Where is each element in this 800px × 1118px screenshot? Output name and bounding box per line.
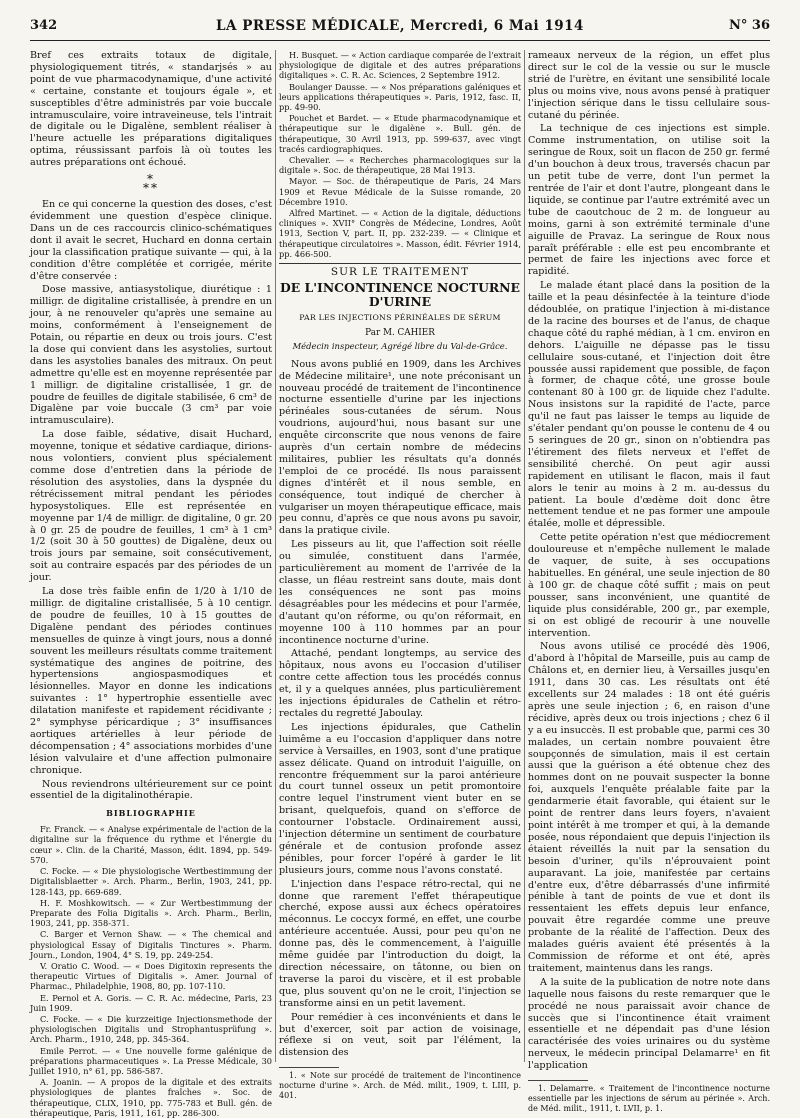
section-break-asterisms: * ** bbox=[143, 172, 159, 196]
reference: E. Pernol et A. Goris. — C. R. Ac. médecine, Paris, 23 Juin 1909. bbox=[30, 992, 272, 1013]
column-divider bbox=[275, 50, 276, 1062]
paragraph: Attaché, pendant longtemps, au service des hôpitaux, nous avons eu l'occasion d'utiliser contre cette affection tous les procédés connus et, il y a quelques années, plus particulièrement les injections épidurales de Cathelin et rétro-rectales du regretté Jaboulay. bbox=[279, 648, 521, 719]
reference: Emile Perrot. — « Une nouvelle forme galénique de préparations pharmaceutiques ». La Presse Médicale, 30 Juillet 1910, n° 61, pp. 586-587. bbox=[30, 1045, 272, 1076]
reference: Fr. Franck. — « Analyse expérimentale de l'action de la digitaline sur la fréquence du rythme et l'énergie du cœur ». Clin. de la Charité, Masson, édit. 1894, pp. 549-570. bbox=[30, 824, 272, 865]
reference: Chevalier. — « Recherches pharmacologiques sur la digitale ». Soc. de thérapeutique, 28 Mai 1913. bbox=[279, 155, 521, 176]
paragraph: Bref ces extraits totaux de digitale, physiologiquement titrés, « standarjsés » au point de vue pharmacodynamique, d'une activité « certaine, constante et toujours égale », et susceptibles d'être administrés par voie buccale intramusculaire, voire intraveineuse, tels l'intrait de digitale ou le Digalène, semblent réaliser à l'heure actuelle les préparations digitaliques optima, réussissant parfois là où toutes les autres préparations ont échoué. bbox=[30, 50, 272, 169]
article-kicker: SUR LE TRAITEMENT bbox=[330, 266, 470, 279]
reference: V. Oratio C. Wood. — « Does Digitoxin represents the therapeutic Virtues of Digitalis ». Amer. Journal of Pharmac., Philadelphie, 1908, 80, pp. 107-110. bbox=[30, 960, 272, 992]
reference: Boulanger Dausse. — « Nos préparations galéniques et leurs applications thérapeutiques ». Paris, 1912, fasc. II, pp. 49-90. bbox=[279, 81, 521, 113]
paragraph: Nous avons utilisé ce procédé dès 1906, d'abord à l'hôpital de Marseille, puis au camp de Châlons et, en dernier lieu, à Versailles jusqu'en 1911, dans 30 cas. Les résultats ont été excellents sur 24 malades : 18 ont été guéris après une seule injection ; 6, en raison d'une récidive, après deux ou trois injections ; chez 6 il y a eu insuccès. Il est probable que, parmi ces 30 malades, un certain nombre pouvaient être soupçonnés de simulation, mais il est certain aussi que la guérison a été obtenue chez des hommes dont on ne pouvait suspecter la bonne foi, auxquels l'enquête préalable faite par la gendarmerie était favorable, qui étaient sur le point de rentrer dans leurs foyers, n'avaient point intérêt à me tromper et qui, à la demande posée, nous répondaient que depuis l'injection ils étaient réveillés la nuit par la sensation du besoin d'uriner, qu'ils n'éprouvaient point auparavant. La joie, manifestée par certains d'entre eux, d'être débarrassés d'une infirmité pénible à tant de points de vue et dont ils ressentaient les effets depuis leur enfance, pouvait être regardée comme une preuve probante de la réalité de l'affection. Deux des malades guéris avaient été présentés à la Commission de réforme et ont été, après traitement, maintenus dans les rangs. bbox=[528, 641, 770, 974]
reference: C. Barger et Vernon Shaw. — « The chemical and physiological Essay of Digitalis Tinctures ». Pharm. Journ., London, 1904, 4° S. 19, pp. 249-254. bbox=[30, 929, 272, 960]
article-separator bbox=[279, 263, 521, 264]
paragraph: Nous avons publié en 1909, dans les Archives de Médecine militaire¹, une note préconisant un nouveau procédé de traitement de l'incontinence nocturne essentielle d'urine par les injections périnéales sous-cutanées de sérum. Nous voudrions, aujourd'hui, nous basant sur une enquête circonscrite que nous venons de faire auprès d'un certain nombre de médecins militaires, publier les résultats qu'a donnés l'emploi de ce procédé. Ils nous paraissent dignes d'intérêt et il nous semble, en conséquence, tout indiqué de chercher à vulgariser un moyen thérapeutique efficace, mais peu connu, d'après ce que nous avons pu savoir, dans la pratique civile. bbox=[279, 358, 521, 537]
column-divider bbox=[524, 50, 525, 1062]
paragraph: Les pisseurs au lit, que l'affection soit réelle ou simulée, constituent dans l'armée, particulièrement au moment de l'arrivée de la classe, un fléau restreint sans doute, mais dont les conséquences ne sont pas moins désagréables pour les médecins et pour l'armée, d'autant qu'on réforme, ou qu'on réformait, en moyenne 100 à 110 hommes par an pour incontinence nocturne d'urine. bbox=[279, 539, 521, 646]
paragraph: Pour remédier à ces inconvénients et dans le but d'exercer, soit par action de voisinage, réflexe si on veut, soit par l'élément, la distension des bbox=[279, 1011, 521, 1059]
footnote: 1. « Note sur procédé de traitement de l'incontinence nocturne d'urine ». Arch. de Méd. milit., 1909, t. LIII, p. 401. bbox=[279, 1071, 521, 1101]
bibliography-list bbox=[30, 824, 272, 1118]
reference: Mayor. — Soc. de thérapeutique de Paris, 24 Mars 1909 et Revue Médicale de la Suisse romande, 20 Décembre 1910. bbox=[279, 176, 521, 207]
reference: Pouchet et Bardet. — « Etude pharmacodynamique et thérapeutique sur le digalène ». Bull. gén. de thérapeutique, 30 Avril 1913, pp. 599-637, avec vingt tracés cardiographiques. bbox=[279, 113, 521, 154]
issue-number: N° 36 bbox=[729, 18, 770, 33]
paragraph: Dose massive, antiasystolique, diurétique : 1 milligr. de digitaline cristallisée, à prendre en un jour, à ne renouveler qu'après une semaine au moins, conformément à l'enseignement de Potain, ou répartie en deux ou trois jours. C'est la dose qui convient dans les asystolies, surtout dans les asystolies banales des mitraux. On peut admettre qu'elle est en moyenne représentée par 1 milligr. de digitaline cristallisée, 1 gr. de poudre de feuilles de digitale stabilisée, 6 cm³ de Digalène par voie buccale (3 cm³ par voie intramusculaire). bbox=[30, 284, 272, 427]
paragraph: La dose faible, sédative, disait Huchard, moyenne, tonique et sédative cardiaque, dirions-nous volontiers, convient plus spécialement comme dose d'entretien dans la période de résolution des asystolies, dans la dyspnée du rétrécissement mitral pendant les périodes hyposystoliques. Elle est représentée en moyenne par 1/4 de milligr. de digitaline, 0 gr. 20 à 0 gr. 25 de poudre de feuilles, 1 cm³ à 1 cm³ 1/2 (soit 30 à 50 gouttes) de Digalène, deux ou trois jours par semaine, soit consécutivement, soit au contraire espacés par des périodes de un jour. bbox=[30, 429, 272, 584]
paragraph: Le malade étant placé dans la position de la taille et la peau désinfectée à la teinture d'iode dédoublée, on pratique l'injection à mi-distance de la racine des bourses et de l'anus, de chaque chaque côté du raphé médian, à 1 cm. environ en dehors. L'aiguille ne dépasse pas le tissu cellulaire sous-cutané, et l'injection doit être poussée aussi rapidement que possible, de façon à former, de chaque côté, une grosse boule contenant 80 à 100 gr. de liquide chez l'adulte. Nous insistons sur la rapidité de l'acte, parce qu'il ne faut pas laisser le temps au liquide de s'étaler pendant qu'on pousse le contenu de 4 ou 5 seringues de 20 gr., sinon on n'obtiendra pas l'étirement des filets nerveux et l'effet de sensibilité cherché. On peut agir aussi rapidement en utilisant le flacon, mais il faut alors le tenir au moins à 2 m. au-dessus du patient. La boule d'œdème doit donc être nettement tendue et ne pas former une ampoule étalée, molle et dépressible. bbox=[528, 280, 770, 530]
paragraph: Nous reviendrons ultérieurement sur ce point essentiel de la digitalinothérapie. bbox=[30, 778, 272, 802]
bibliography-list-continued bbox=[279, 50, 521, 259]
article-subtitle: PAR LES INJECTIONS PÉRINÉALES DE SÉRUM bbox=[299, 312, 501, 322]
article-author: Par M. CAHIER bbox=[365, 327, 435, 338]
reference: A. Joanin. — A propos de la digitale et des extraits physiologiques de plantes fraîches ». Soc. de thérapeutique, CLIX, 1910, pp. 775-783 et Bull. gén. de thérapeutique, Paris, 1911, 161, pp. 286-300. bbox=[30, 1077, 272, 1118]
reference: C. Focke. — « Die physiologische Wertbestimmung der Digitalisblaetter ». Arch. Pharm., Berlin, 1903, 241, pp. 128-143, pp. 669-689. bbox=[30, 866, 272, 897]
column-2 bbox=[279, 50, 522, 1101]
paragraph: L'injection dans l'espace rétro-rectal, qui ne donne que rarement l'effet thérapeutique cherché, expose aussi aux échecs opératoires méconnus. Le coccyx formé, en effet, une courbe antérieure accentuée. Aussi, pour peu qu'on ne donne pas, dès le commencement, à l'aiguille même guidée par l'introduction du doigt, la direction nécessaire, on tâtonne, ou bien on traverse la paroi du viscère, et il est probable que, plus souvent qu'on ne le croit, l'injection se transforme ainsi en un petit lavement. bbox=[279, 878, 521, 1009]
paragraph: A la suite de la publication de notre note dans laquelle nous faisons du reste remarquer que le procédé ne nous paraissait avoir chance de succès que si l'incontinence était vraiment essentielle et ne dépendait pas d'une lésion caractérisée des voies urinaires ou du système nerveux, le médecin principal Delamarre¹ en fit l'application bbox=[528, 976, 770, 1072]
column-1 bbox=[30, 50, 272, 1118]
reference: C. Focke. — « Die kurzzeitige Injectionsmethode der physiologischen Digitalis und Strophantusprüfung ». Arch. Pharm., 1910, 248, pp. 345-364. bbox=[30, 1013, 272, 1045]
paragraph: La dose très faible enfin de 1/20 à 1/10 de milligr. de digitaline cristallisée, 5 à 10 centigr. de poudre de feuilles, 10 à 15 gouttes de Digalène pendant des périodes continues mensuelles de quinze à vingt jours, nous a donné souvent les meilleurs résultats comme traitement systématique des angines de poitrine, des hypertensions angiospasmodiques et lésionnelles. Mayor en donne les indications suivantes : 1° hypertrophie essentielle avec dilatation manifeste et rapidement récidivante ; 2° symphyse péricardique ; 3° insuffisances aortiques artérielles à leur période de décompensation ; 4° associations morbides d'une lésion valvulaire et d'une affection pulmonaire chronique. bbox=[30, 586, 272, 776]
column-3 bbox=[528, 50, 770, 1114]
paragraph: Les injections épidurales, que Cathelin luimême a eu l'occasion d'appliquer dans notre service à Versailles, en 1903, sont d'une pratique assez délicate. Quand on introduit l'aiguille, on rencontre fréquemment sur la paroi antérieure du court tunnel osseux un petit promontoire contre lequel l'instrument vient buter en se brisant, quelquefois, quand on s'efforce de contourner l'obstacle. Ordinairement aussi, l'injection détermine un sentiment de courbature générale et de contusion profonde assez pénibles, pour forcer l'opéré à garder le lit plusieurs jours, comme nous l'avons constaté. bbox=[279, 721, 521, 876]
article-affiliation: Médecin inspecteur, Agrégé libre du Val-de-Grâce. bbox=[292, 340, 508, 351]
article-title: DE L'INCONTINENCE NOCTURNE D'URINE bbox=[280, 279, 520, 309]
header-rule bbox=[30, 40, 770, 41]
footnote-rule bbox=[279, 1067, 339, 1068]
page-number: 342 bbox=[30, 18, 58, 33]
reference: Alfred Martinet. — « Action de la digitale, déductions cliniques ». XVII° Congrès de Médecine, Londres, Août 1913, Section V, part. II, pp. 232-239. — « Clinique et thérapeutique circulatoires ». Masson, édit. Février 1914, pp. 466-500. bbox=[279, 208, 521, 259]
journal-title: LA PRESSE MÉDICALE, Mercredi, 6 Mai 1914 bbox=[216, 18, 584, 34]
paragraph: rameaux nerveux de la région, un effet plus direct sur le col de la vessie ou sur le muscle strié de l'urètre, en évitant une sensibilité locale plus ou moins vive, nous avons pensé à pratiquer l'injection sérique dans le tissu cellulaire sous-cutané du périnée. bbox=[528, 50, 770, 121]
paragraph: Cette petite opération n'est que médiocrement douloureuse et n'empêche nullement le malade de vaquer, de suite, à ses occupations habituelles. En général, une seule injection de 80 à 100 gr. de chaque côté suffit ; mais on peut pousser, sans inconvénient, une quantité de liquide plus considérable, 200 gr., par exemple, si on est obligé de recourir à une nouvelle intervention. bbox=[528, 532, 770, 639]
footnote-rule bbox=[528, 1080, 588, 1081]
bibliography-heading: BIBLIOGRAPHIE bbox=[106, 808, 196, 819]
page-header bbox=[30, 18, 770, 38]
reference: H. Busquet. — « Action cardiaque comparée de l'extrait physiologique de digitale et des autres préparations digitaliques ». C. R. Ac. Sciences, 2 Septembre 1912. bbox=[279, 50, 522, 81]
footnote: 1. Delamarre. « Traitement de l'incontinence nocturne essentielle par les injections de sérum au périnée ». Arch. de Méd. milit., 1911, t. LVII, p. 1. bbox=[528, 1084, 770, 1114]
reference: H. F. Moshkowitsch. — « Zur Wertbestimmung der Preparate des Folia Digitalis ». Arch. Pharm., Berlin, 1903, 241, pp. 358-371. bbox=[30, 897, 272, 929]
paragraph: La technique de ces injections est simple. Comme instrumentation, on utilise soit la seringue de Roux, soit un flacon de 250 gr. fermé d'un bouchon à deux trous, traversés chacun par un petit tube de verre, dont l'un permet la rentrée de l'air et dont l'autre, plongeant dans le liquide, se continue par l'autre extrémité avec un tube de caoutchouc de 2 m. de longueur au moins, garni à son extrémité terminale d'une aiguille de Pravaz. La seringue de Roux nous paraît préférable : elle est peu encombrante et permet de faire les injections avec force et rapidité. bbox=[528, 123, 770, 278]
paragraph: En ce qui concerne la question des doses, c'est évidemment une question d'espèce clinique. Dans un de ces raccourcis clinico-schématiques dont il avait le secret, Huchard en donna certain jour la classification pratique suivante — qui, à la condition d'être complétée et corrigée, mérite d'être conservée : bbox=[30, 199, 272, 282]
